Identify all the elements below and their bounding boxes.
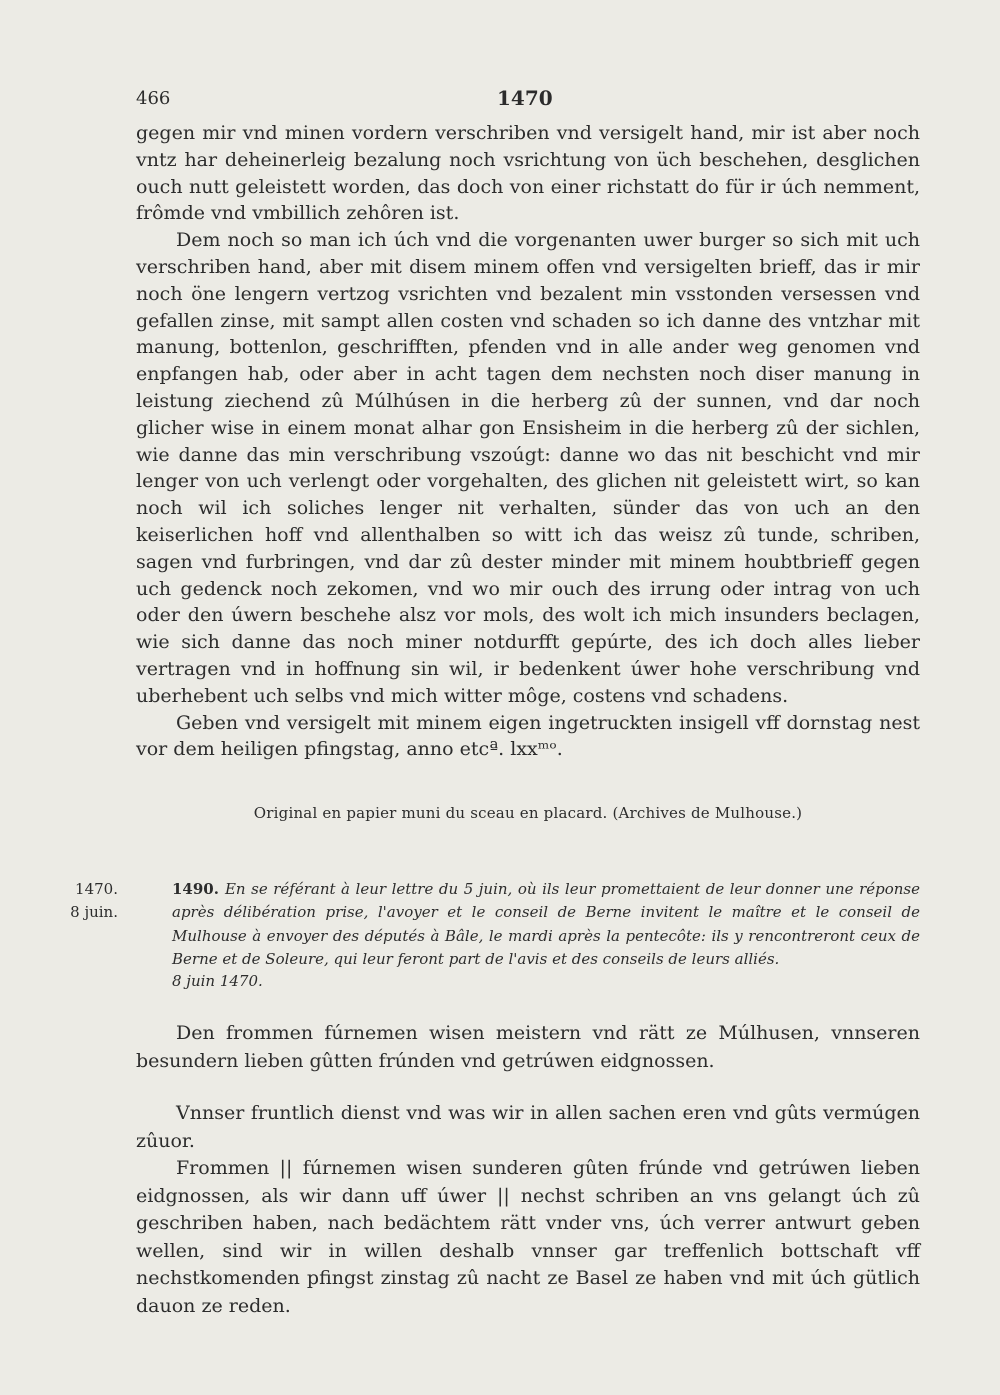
letter-body-text: Frommen || fúrnemen wisen sunderen gûten frúnde vnd getrúwen lieben eidgnossen, als wir dann uff úwer || nechst schriben an vns gelangt úch zû geschriben haben, nach bedächtem rätt vnder vns, úch verrer antwurt geben wellen, sind wir in willen deshalb vnnser gar treffenlich bottschaft vff nechstkomenden pfingst zinstag zû nacht ze Basel ze haben vnd mit úch gütlich dauon ze reden. (136, 1157, 920, 1317)
regest-text: En se référant à leur lettre du 5 juin, où ils leur promettaient de leur donner une réponse après délibération prise, l'avoyer et le conseil de Berne invitent le maître et le conseil de Mulhouse à envoyer des députés à Bâle, le mardi après la pentecôte: ils y rencontreront ceux de Berne et de Soleure, qui leur feront part de l'avis et des conseils de leurs alliés. (172, 880, 920, 968)
regest-date: 8 juin 1470. (172, 972, 263, 990)
regest-number: 1490. (172, 880, 219, 898)
letter-address: Den frommen fúrnemen wisen meistern vnd rätt ze Múlhusen, vnnseren besundern lieben gûtten frúnden vnd getrúwen eidgnossen. (136, 1022, 920, 1072)
paragraph-3: Geben vnd versigelt mit minem eigen ingetruckten insigell vff dornstag nest vor dem heiligen pfingstag, anno etcª. lxxᵐᵒ. (136, 711, 920, 761)
regest-summary (172, 878, 920, 971)
page-year-heading: 1470 (497, 86, 553, 110)
page-number: 466 (136, 88, 171, 109)
margin-date (52, 878, 118, 924)
letter-greeting: Vnnser fruntlich dienst vnd was wir in allen sachen eren vnd gûts vermúgen zûuor. (136, 1102, 920, 1152)
source-note: Original en papier muni du sceau en placard. (Archives de Mulhouse.) (253, 804, 803, 822)
margin-day: 8 juin. (70, 903, 118, 921)
margin-year: 1470. (75, 880, 118, 898)
paragraph-1: gegen mir vnd minen vordern verschriben vnd versigelt hand, mir ist aber noch vntz har deheinerleig bezalung noch vsrichtung von üch beschehen, desglichen ouch nutt geleistett worden, das doch von einer richstatt do für ir úch nemment, frômde vnd vmbillich zehôren ist. (136, 122, 920, 225)
paragraph-2: Dem noch so man ich úch vnd die vorgenanten uwer burger so sich mit uch verschriben hand, aber mit disem minem offen vnd versigelten brieff, das ir mir noch öne lengern vertzog vsrichten vnd bezalent min vsstonden versessen vnd gefallen zinse, mit sampt allen costen vnd schaden so ich danne des vntzhar mit manung, bottenlon, geschrifften, pfenden vnd in alle ander weg genomen vnd enpfangen hab, oder aber in acht tagen dem nechsten noch diser manung in leistung ziechend zû Múlhúsen in die herberg zû der sunnen, vnd dar noch glicher wise in einem monat alhar gon Ensisheim in die herberg zû der sichlen, wie danne das min verschribung vszoúgt: danne wo das nit beschicht vnd mir lenger von uch verlengt oder vorgehalten, des glichen nit geleistett wirt, so kan noch wil ich soliches lenger nit verhalten, sünder das von uch an den keiserlichen hoff vnd allenthalben so witt ich das weisz zû tunde, schriben, sagen vnd furbringen, vnd dar zû dester minder mit minem houbtbrieff gegen uch gedenck noch zekomen, vnd wo mir ouch des irrung oder intrag von uch oder den úwern beschehe alsz vor mols, des wolt ich mich insunders beclagen, wie sich danne das noch miner notdurfft gepúrte, des ich doch alles lieber vertragen vnd in hoffnung sin wil, ir bedenkent úwer hohe verschribung vnd uberhebent uch selbs vnd mich witter môge, costens vnd schadens. (136, 229, 920, 707)
letter-body (136, 1155, 920, 1320)
document-text-block (136, 120, 920, 763)
